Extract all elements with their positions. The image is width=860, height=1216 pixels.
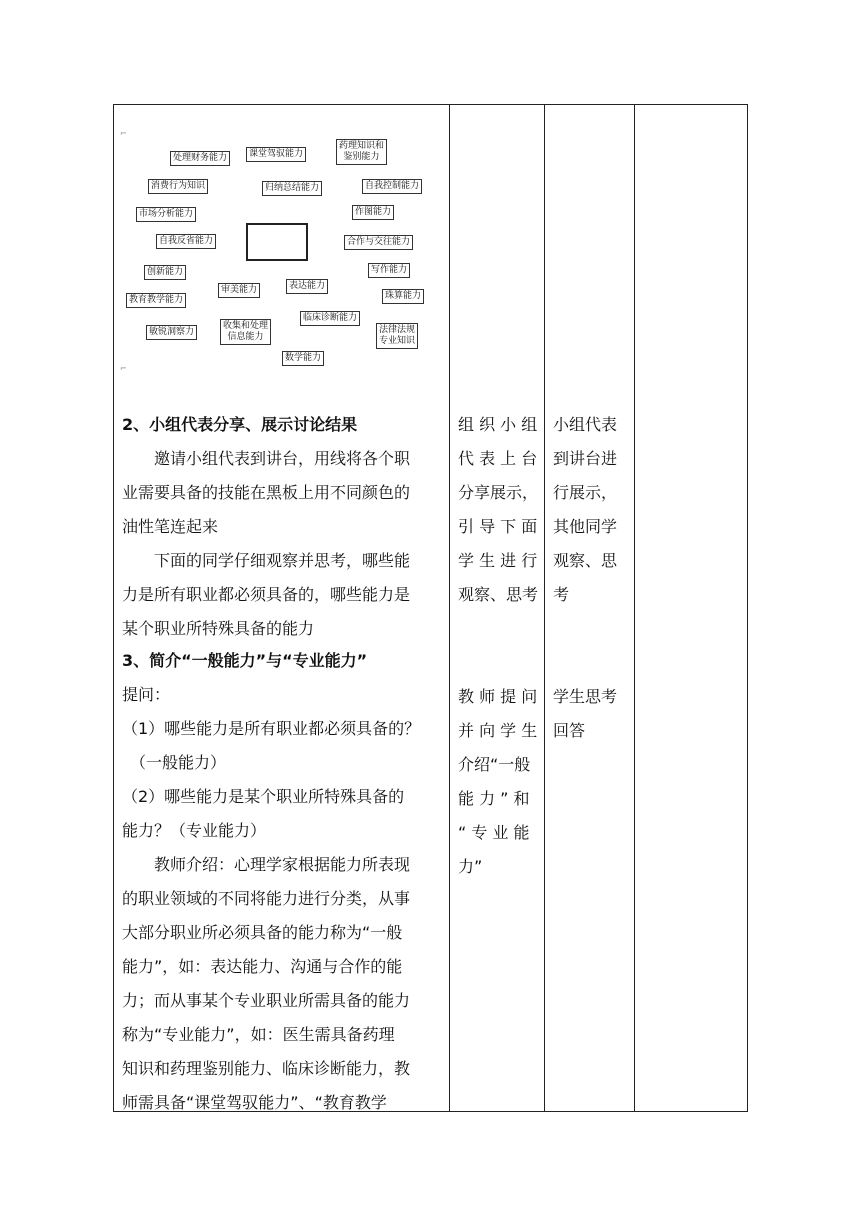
student-activity-text: 到讲台进 bbox=[553, 449, 618, 468]
skill-box: 作图能力 bbox=[352, 205, 394, 220]
teacher-activity-text: 代 表 上 台 bbox=[458, 449, 538, 468]
teacher-activity-text: 引 导 下 面 bbox=[458, 517, 538, 536]
teacher-activity-text: 观察、思考 bbox=[458, 585, 539, 604]
skill-box: 法律法规 专业知识 bbox=[376, 323, 418, 349]
teacher-activity-text: 能 力 ” 和 bbox=[458, 789, 530, 808]
teacher-intro-text: 称为“专业能力”，如：医生需具备药理 bbox=[122, 1025, 395, 1044]
teacher-activity-text: “ 专 业 能 bbox=[458, 823, 530, 842]
skill-box: 自我反省能力 bbox=[156, 234, 216, 249]
skills-diagram bbox=[122, 131, 446, 379]
teacher-intro-text: 力；而从事某个专业职业所需具备的能力 bbox=[122, 991, 411, 1010]
student-activity-text: 小组代表 bbox=[553, 415, 618, 434]
teacher-intro-text: 大部分职业所必须具备的能力称为“一般 bbox=[122, 923, 403, 942]
teacher-intro-text: 的职业领域的不同将能力进行分类，从事 bbox=[122, 889, 411, 908]
skill-box: 表达能力 bbox=[286, 279, 328, 294]
section-2-text: 力是所有职业都必须具备的，哪些能力是 bbox=[122, 585, 411, 604]
student-activity-text: 回答 bbox=[553, 721, 586, 740]
skill-box: 归纳总结能力 bbox=[262, 181, 322, 196]
question-label: 提问： bbox=[122, 685, 171, 704]
student-activity-text: 学生思考 bbox=[553, 687, 618, 706]
section-3-title: 3、简介“一般能力”与“专业能力” bbox=[122, 651, 368, 670]
student-activity-text: 观察、思 bbox=[553, 551, 618, 570]
skill-box: 自我控制能力 bbox=[362, 179, 422, 194]
section-2-text: 某个职业所特殊具备的能力 bbox=[122, 619, 315, 638]
section-2-text: 油性笔连起来 bbox=[122, 517, 219, 536]
teacher-activity-text: 介绍“一般 bbox=[458, 755, 531, 774]
teacher-activity-text: 学 生 进 行 bbox=[458, 551, 538, 570]
skill-box: 敏锐洞察力 bbox=[146, 325, 197, 340]
skill-box: 临床诊断能力 bbox=[300, 311, 360, 326]
lesson-table bbox=[113, 104, 748, 1112]
skill-box: 收集和处理 信息能力 bbox=[220, 319, 271, 345]
content-column bbox=[114, 105, 449, 1111]
skill-box: 写作能力 bbox=[368, 263, 410, 278]
teacher-activity-text: 组 织 小 组 bbox=[458, 415, 538, 434]
skill-box: 数学能力 bbox=[282, 351, 324, 366]
section-2-text: 邀请小组代表到讲台，用线将各个职 bbox=[154, 449, 411, 468]
skill-box: 审美能力 bbox=[218, 283, 260, 298]
center-blank-box bbox=[246, 223, 308, 261]
skill-box: 市场分析能力 bbox=[136, 207, 196, 222]
teacher-activity-text: 分享展示， bbox=[458, 483, 539, 502]
corner-mark: ⌐ bbox=[120, 364, 127, 373]
teacher-activity-text: 力” bbox=[458, 857, 483, 876]
skill-box: 课堂驾驭能力 bbox=[246, 147, 306, 162]
section-2-text: 下面的同学仔细观察并思考，哪些能 bbox=[154, 551, 411, 570]
student-activity-text: 行展示， bbox=[553, 483, 618, 502]
notes-column bbox=[635, 105, 747, 1111]
student-activity-column bbox=[545, 105, 634, 1111]
question-1: （1）哪些能力是所有职业都必须具备的？ bbox=[122, 719, 421, 738]
skill-box: 药理知识和 鉴别能力 bbox=[336, 139, 387, 165]
question-2: 能力？（专业能力） bbox=[122, 821, 267, 840]
skill-box: 珠算能力 bbox=[382, 289, 424, 304]
section-2-text: 业需要具备的技能在黑板上用不同颜色的 bbox=[122, 483, 411, 502]
question-2: （2）哪些能力是某个职业所特殊具备的 bbox=[122, 787, 405, 806]
question-1-answer: （一般能力） bbox=[130, 753, 227, 772]
student-activity-text: 考 bbox=[553, 585, 570, 604]
teacher-intro-text: 能力”，如：表达能力、沟通与合作的能 bbox=[122, 957, 403, 976]
skill-box: 教育教学能力 bbox=[126, 293, 186, 308]
skill-box: 合作与交往能力 bbox=[344, 235, 413, 250]
teacher-intro-text: 师需具备“课堂驾驭能力”、“教育教学 bbox=[122, 1093, 387, 1112]
teacher-activity-text: 并 向 学 生 bbox=[458, 721, 538, 740]
corner-mark: ⌐ bbox=[120, 129, 127, 138]
skill-box: 消费行为知识 bbox=[148, 179, 208, 194]
teacher-intro-text: 知识和药理鉴别能力、临床诊断能力，教 bbox=[122, 1059, 411, 1078]
student-activity-text: 其他同学 bbox=[553, 517, 618, 536]
teacher-intro-text: 教师介绍：心理学家根据能力所表现 bbox=[154, 855, 411, 874]
teacher-activity-text: 教 师 提 问 bbox=[458, 687, 538, 706]
section-2-title: 2、小组代表分享、展示讨论结果 bbox=[122, 415, 358, 434]
skill-box: 创新能力 bbox=[144, 265, 186, 280]
teacher-activity-column bbox=[450, 105, 544, 1111]
skill-box: 处理财务能力 bbox=[170, 151, 230, 166]
